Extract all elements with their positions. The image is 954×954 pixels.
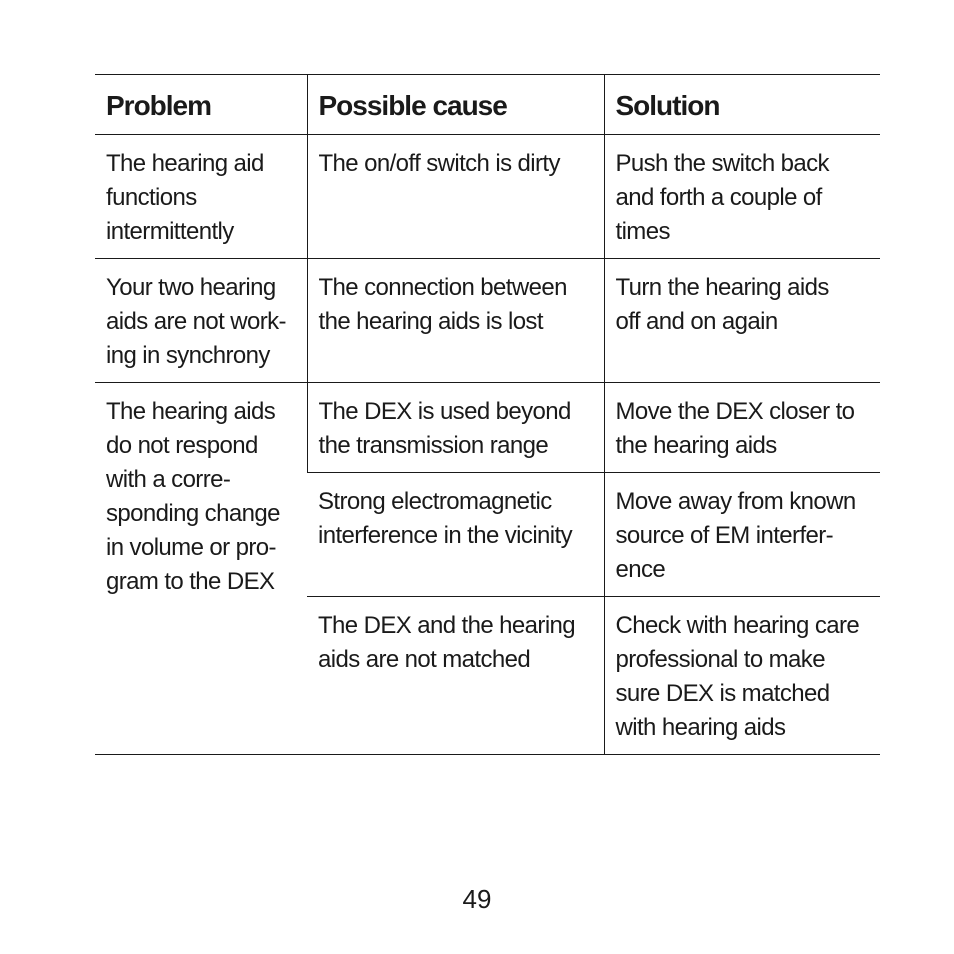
cause-cell: The on/off switch is dirty [307, 135, 604, 259]
column-header-solution: Solution [604, 75, 880, 135]
solution-cell: Push the switch back and forth a couple of times [604, 135, 880, 259]
solution-cell: Move the DEX closer to the hearing aids [604, 383, 880, 473]
cause-cell: The DEX and the hearing aids are not matched [307, 597, 604, 755]
column-header-problem: Problem [95, 75, 307, 135]
problem-cell: Your two hearing aids are not work- ing in synchrony [95, 259, 307, 383]
table-row [95, 259, 880, 383]
column-header-possible-cause: Possible cause [307, 75, 604, 135]
table-header-row [95, 75, 880, 135]
table-row [95, 135, 880, 259]
troubleshooting-table [95, 74, 880, 755]
solution-cell: Turn the hearing aids off and on again [604, 259, 880, 383]
page-number: 49 [462, 884, 492, 914]
solution-cell: Move away from known source of EM interfer- ence [604, 473, 880, 597]
cause-cell: Strong electromagnetic interference in the vicinity [307, 473, 604, 597]
cause-cell: The DEX is used beyond the transmission range [307, 383, 604, 473]
problem-cell: The hearing aid functions intermittently [95, 135, 307, 259]
solution-cell: Check with hearing care professional to make sure DEX is matched with hearing aids [604, 597, 880, 755]
problem-cell: The hearing aids do not respond with a corre- sponding change in volume or pro- gram to the DEX [95, 383, 307, 755]
cause-cell: The connection between the hearing aids is lost [307, 259, 604, 383]
table-row [95, 383, 880, 473]
